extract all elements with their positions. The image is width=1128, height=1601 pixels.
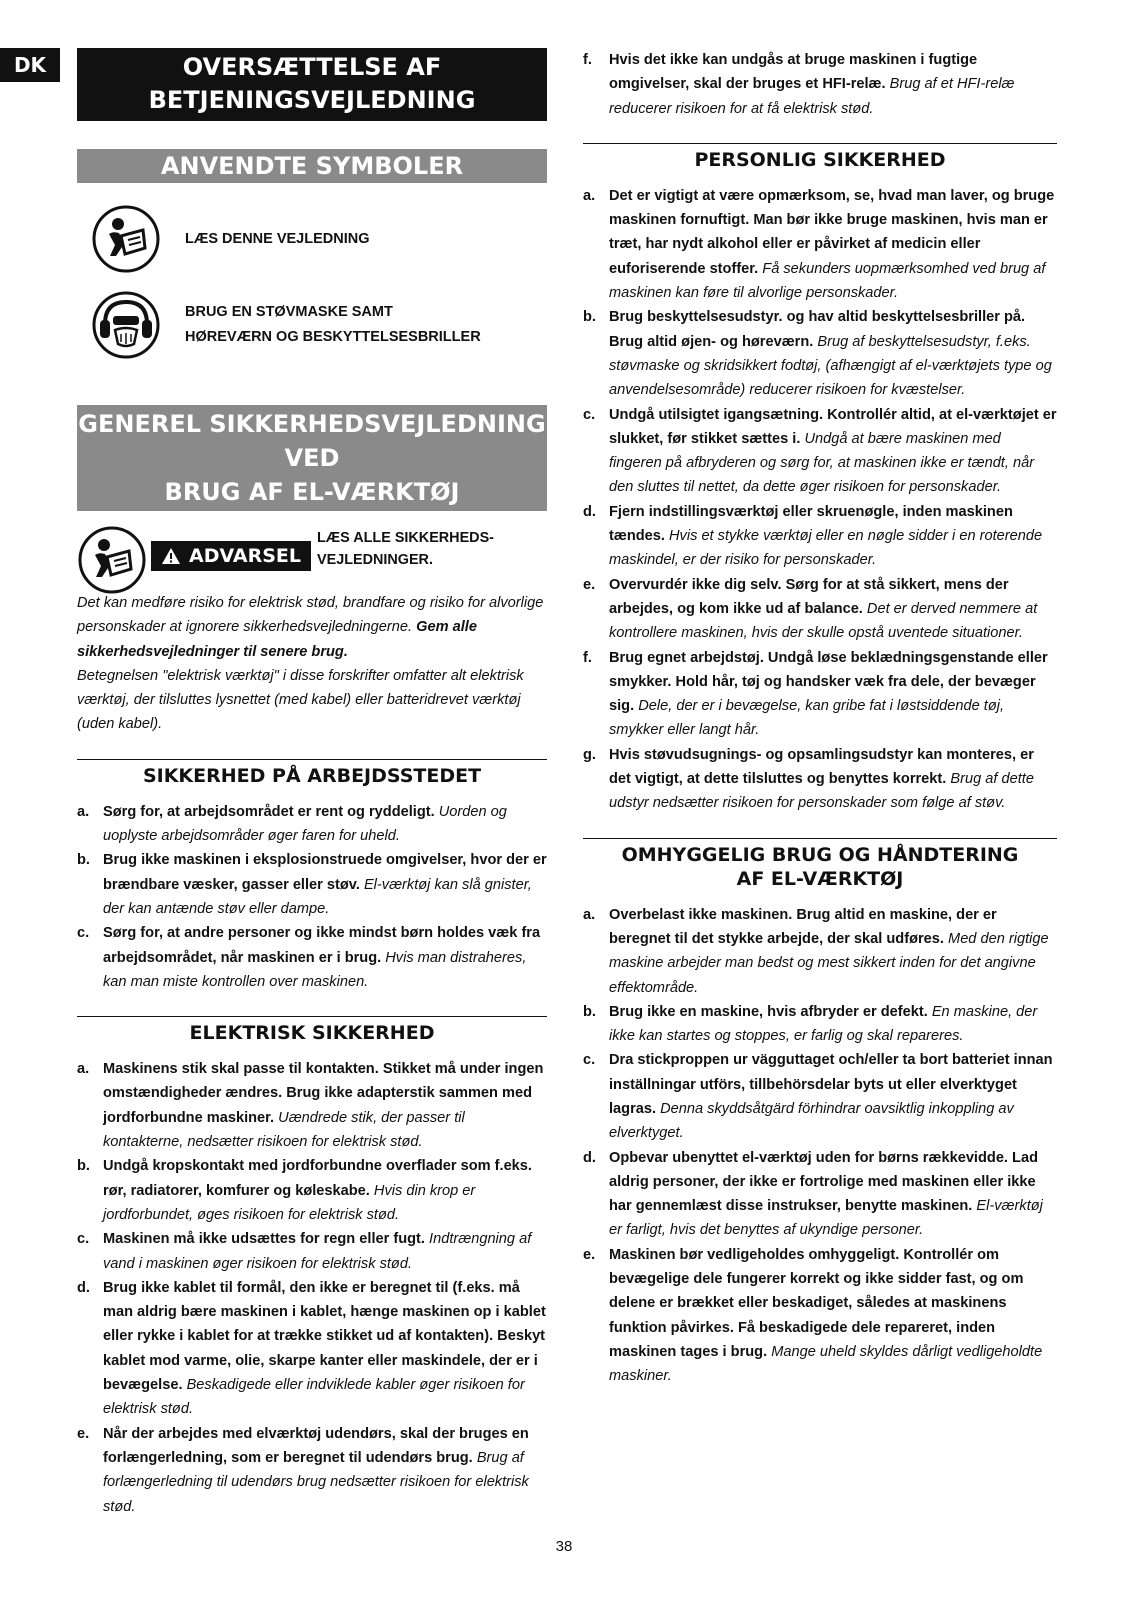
item-instruction: Fjern indstillingsværktøj eller skruenøgle, inden maskinen tændes. bbox=[609, 503, 1013, 545]
item-text bbox=[103, 1276, 547, 1422]
item-explanation: Denna skyddsåtgärd förhindrar oavsiktlig inkoppling av elverktyget. bbox=[609, 1100, 1014, 1142]
ppe-label-line-1: BRUG EN STØVMASKE SAMT bbox=[185, 304, 393, 320]
item-instruction: Sørg for, at andre personer og ikke mindst børn holdes væk fra arbejdsområdet, når maskinen er i brug. bbox=[103, 925, 541, 966]
item-explanation: El-værktøj er farligt, hvis det benyttes af ukyndige personer. bbox=[609, 1198, 1043, 1239]
item-letter: d. bbox=[583, 1149, 596, 1166]
title-line-1: OVERSÆTTELSE AF bbox=[182, 53, 442, 81]
item-instruction: Brug egnet arbejdstøj. Undgå løse beklædningsgenstande eller smykker. Hold hår, tøj og handsker væk fra dele, der bevæger sig. bbox=[609, 649, 1048, 715]
item-letter: f. bbox=[583, 649, 592, 666]
page-number: 38 bbox=[555, 1538, 573, 1555]
item-explanation: Det er derved nemmere at kontrollere maskinen, hvis der skulle opstå uventede situationer. bbox=[609, 600, 1038, 642]
item-text bbox=[609, 500, 1057, 573]
item-instruction: Maskinens stik skal passe til kontakten. Stikket må under ingen omstændigheder ændres. Brug ikke adapterstik sammen med jordforbundne maskiner. bbox=[103, 1061, 544, 1126]
intro-italic: Det kan medføre risiko for elektrisk stød, brandfare og risiko for alvorlige personskader at ignorere sikkerhedsvejledningerne. bbox=[77, 595, 544, 636]
item-text bbox=[103, 1057, 547, 1154]
item-text bbox=[609, 305, 1057, 402]
general-definition: Betegnelsen "elektrisk værktøj" i disse forskrifter omfatter alt elektrisk værktøj, der tilsluttes lysnettet (med kabel) eller batteridrevet værktøj (uden kabel). bbox=[77, 667, 524, 733]
item-instruction: Det er vigtigt at være opmærksom, se, hvad man laver, og bruge maskinen fornuftigt. Man bør ikke bruge maskinen, hvis man er træt, har nydt alkohol eller er påvirket af medicin eller euforiserende stoffer. bbox=[609, 187, 1055, 277]
list-item bbox=[77, 1057, 547, 1154]
item-letter: e. bbox=[77, 1425, 90, 1442]
item-explanation: Hvis et stykke værktøj eller en nøgle sidder i en roterende maskindel, er der risiko for personskader. bbox=[609, 528, 1043, 569]
warning-badge bbox=[151, 541, 311, 571]
list-item bbox=[583, 403, 1057, 500]
item-instruction: Undgå utilsigtet igangsætning. Kontrollér altid, at el-værktøjet er slukket, før stikket sættes i. bbox=[609, 406, 1057, 447]
item-explanation: Brug af beskyttelsesudstyr, f.eks. støvmaske og skridsikkert fodtøj, (afhængigt af el-værktøjets type og anvendelsesområde) reducerer risikoen for kvæstelser. bbox=[609, 333, 1052, 399]
list-item bbox=[77, 1422, 547, 1519]
warning-block bbox=[77, 525, 547, 595]
item-explanation: Med den rigtige maskine arbejder man bedst og mest sikkert inden for det angivne effektområde. bbox=[609, 930, 1049, 996]
list-item bbox=[583, 1146, 1057, 1243]
electrical-list bbox=[77, 1057, 547, 1519]
list-item bbox=[77, 1154, 547, 1227]
list-item bbox=[583, 646, 1057, 743]
right-column bbox=[583, 48, 1057, 1389]
item-text bbox=[103, 1422, 547, 1519]
symbol-read-manual bbox=[91, 201, 547, 277]
list-item bbox=[583, 184, 1057, 305]
work-area-list bbox=[77, 800, 547, 994]
item-text bbox=[609, 1146, 1057, 1243]
item-explanation: Brug af forlængerledning til udendørs brug nedsætter risikoen for elektrisk stød. bbox=[103, 1449, 529, 1515]
document-title bbox=[77, 48, 547, 121]
item-letter: c. bbox=[77, 1231, 90, 1248]
item-instruction: Når der arbejdes med elværktøj udendørs, skal der bruges en forlængerledning, som er beregnet til udendørs brug. bbox=[103, 1425, 529, 1466]
language-tab: DK bbox=[0, 48, 60, 82]
read-manual-icon bbox=[91, 204, 161, 274]
careful-use-heading bbox=[583, 838, 1057, 891]
general-heading-line-2: BRUG AF EL-VÆRKTØJ bbox=[164, 478, 460, 506]
list-item bbox=[77, 921, 547, 994]
item-text bbox=[103, 921, 547, 994]
item-instruction: Overvurdér ikke dig selv. Sørg for at stå sikkert, mens der arbejdes, og kom ikke ud af balance. bbox=[609, 576, 1009, 617]
warning-text-line-2: VEJLEDNINGER. bbox=[317, 552, 433, 568]
item-letter: a. bbox=[583, 906, 596, 923]
item-letter: f. bbox=[583, 52, 592, 68]
item-text bbox=[609, 48, 1057, 121]
read-manual-label: LÆS DENNE VEJLEDNING bbox=[185, 230, 370, 247]
item-letter: a. bbox=[77, 803, 90, 820]
item-instruction: Maskinen må ikke udsættes for regn eller fugt. bbox=[103, 1231, 425, 1248]
electrical-heading: ELEKTRISK SIKKERHED bbox=[77, 1016, 547, 1045]
list-item bbox=[583, 903, 1057, 1000]
item-instruction: Brug ikke en maskine, hvis afbryder er defekt. bbox=[609, 1003, 928, 1020]
work-area-heading: SIKKERHED PÅ ARBEJDSSTEDET bbox=[77, 759, 547, 788]
item-instruction: Hvis støvudsugnings- og opsamlingsudstyr kan monteres, er det vigtigt, at dette tilsluttes og benyttes korrekt. bbox=[609, 746, 1034, 788]
item-letter: c. bbox=[583, 1052, 596, 1069]
item-text bbox=[609, 403, 1057, 500]
left-column bbox=[77, 48, 547, 1519]
general-heading-line-1: GENEREL SIKKERHEDSVEJLEDNING VED bbox=[78, 410, 546, 472]
warning-text bbox=[317, 527, 494, 571]
item-letter: g. bbox=[583, 746, 596, 763]
list-item bbox=[77, 848, 547, 921]
list-item bbox=[77, 1276, 547, 1422]
careful-heading-line-2: AF EL-VÆRKTØJ bbox=[736, 867, 904, 890]
item-explanation: Uorden og uoplyste arbejdsområder øger faren for uheld. bbox=[103, 803, 507, 845]
item-explanation: Hvis din krop er jordforbundet, øges risikoen for elektrisk stød. bbox=[103, 1182, 476, 1223]
list-item bbox=[583, 1243, 1057, 1389]
item-letter: d. bbox=[77, 1279, 90, 1296]
item-explanation: Brug af et HFI-relæ reducerer risikoen for at få elektrisk stød. bbox=[609, 76, 1015, 117]
list-item bbox=[583, 305, 1057, 402]
symbols-heading: ANVENDTE SYMBOLER bbox=[77, 149, 547, 183]
item-instruction: Hvis det ikke kan undgås at bruge maskinen i fugtige omgivelser, skal der bruges et HFI-relæ. bbox=[609, 52, 978, 93]
item-letter: b. bbox=[77, 852, 90, 869]
item-explanation: El-værktøj kan slå gnister, der kan antænde støv eller dampe. bbox=[103, 876, 532, 917]
ppe-icon bbox=[91, 290, 161, 360]
item-text bbox=[103, 1227, 547, 1276]
item-explanation: Dele, der er i bevægelse, kan gribe fat i løstsiddende tøj, smykker eller langt hår. bbox=[609, 698, 1005, 739]
electrical-list-continued bbox=[583, 48, 1057, 121]
careful-heading-line-1: OMHYGGELIG BRUG OG HÅNDTERING bbox=[621, 843, 1019, 866]
item-text bbox=[609, 573, 1057, 646]
list-item bbox=[583, 573, 1057, 646]
item-letter: a. bbox=[77, 1061, 90, 1078]
general-safety-heading bbox=[77, 405, 547, 511]
intro-bold: Gem alle sikkerhedsvejledninger til senere brug. bbox=[77, 619, 477, 660]
item-text bbox=[103, 848, 547, 921]
item-text bbox=[609, 184, 1057, 305]
list-item bbox=[583, 743, 1057, 816]
item-instruction: Brug ikke kablet til formål, den ikke er beregnet til (f.eks. må man aldrig bære maskinen i kablet, hænge maskinen op i kablet eller rykke i kablet for at trække stikket ud af kontakten). Beskyt kablet mod varme, olie, skarpe kanter eller maskindele, der er i bevægelse. bbox=[103, 1279, 546, 1394]
item-instruction: Overbelast ikke maskinen. Brug altid en maskine, der er beregnet til det stykke arbejde, der skal udføres. bbox=[609, 906, 997, 947]
ppe-label bbox=[185, 300, 481, 350]
item-text bbox=[103, 1154, 547, 1227]
item-letter: c. bbox=[77, 925, 90, 942]
item-text bbox=[103, 800, 547, 849]
item-explanation: Beskadigede eller indviklede kabler øger risikoen for elektrisk stød. bbox=[103, 1377, 525, 1418]
item-instruction: Brug ikke maskinen i eksplosionstruede omgivelser, hvor der er brændbare væsker, gasser eller støv. bbox=[103, 852, 547, 893]
list-item bbox=[583, 48, 1057, 121]
item-instruction: Opbevar ubenyttet el-værktøj uden for børns rækkevidde. Lad aldrig personer, der ikke er fortrolige med maskinen eller ikke har gennemlæst disse instrukser, benytte maskinen. bbox=[609, 1149, 1038, 1215]
title-line-2: BETJENINGSVEJLEDNING bbox=[148, 86, 476, 114]
item-explanation: Uændrede stik, der passer til kontakterne, nedsætter risikoen for elektrisk stød. bbox=[103, 1109, 465, 1151]
item-instruction: Maskinen bør vedligeholdes omhyggeligt. Kontrollér om bevægelige dele fungerer korrekt og ikke sidder fast, og om delene er brækket eller beskadiget, således at maskinens funktion påvirkes. Få beskadigede dele repareret, inden maskinen tages i brug. bbox=[609, 1246, 1024, 1360]
warning-label: ADVARSEL bbox=[189, 545, 301, 567]
ppe-label-line-2: HØREVÆRN OG BESKYTTELSESBRILLER bbox=[185, 329, 481, 345]
item-explanation: Brug af dette udstyr nedsætter risikoen for personskader som følge af støv. bbox=[609, 771, 1034, 812]
item-instruction: Undgå kropskontakt med jordforbundne overflader som f.eks. rør, radiatorer, komfurer og køleskabe. bbox=[103, 1158, 532, 1199]
item-text bbox=[609, 743, 1057, 816]
read-manual-icon bbox=[77, 525, 147, 595]
personal-heading: PERSONLIG SIKKERHED bbox=[583, 143, 1057, 172]
list-item bbox=[77, 800, 547, 849]
item-explanation: Indtrængning af vand i maskinen øger risikoen for elektrisk stød. bbox=[103, 1231, 532, 1272]
list-item bbox=[583, 500, 1057, 573]
item-text bbox=[609, 1000, 1057, 1049]
item-explanation: Hvis man distraheres, kan man miste kontrollen over maskinen. bbox=[103, 949, 527, 990]
list-item bbox=[583, 1000, 1057, 1049]
warning-text-line-1: LÆS ALLE SIKKERHEDS- bbox=[317, 530, 494, 546]
item-text bbox=[609, 1243, 1057, 1389]
list-item bbox=[583, 1048, 1057, 1145]
item-text bbox=[609, 646, 1057, 743]
item-instruction: Brug beskyttelsesudstyr. og hav altid beskyttelsesbriller på. Brug altid øjen- og høreværn. bbox=[609, 309, 1026, 350]
list-item bbox=[77, 1227, 547, 1276]
item-letter: a. bbox=[583, 187, 596, 204]
item-letter: d. bbox=[583, 503, 596, 520]
item-explanation: En maskine, der ikke kan startes og stoppes, er farlig og skal repareres. bbox=[609, 1003, 1038, 1045]
general-intro bbox=[77, 591, 547, 664]
item-instruction: Sørg for, at arbejdsområdet er rent og ryddeligt. bbox=[103, 803, 435, 820]
item-explanation: Mange uheld skyldes dårligt vedligeholdte maskiner. bbox=[609, 1343, 1043, 1385]
item-instruction: Dra stickproppen ur vägguttaget och/eller ta bort batteriet innan inställningar utförs, tillbehörsdelar byts ut eller elverktyget lagras. bbox=[609, 1052, 1053, 1117]
item-letter: b. bbox=[583, 309, 596, 326]
item-letter: b. bbox=[583, 1003, 596, 1020]
item-letter: b. bbox=[77, 1158, 90, 1175]
warning-triangle-icon bbox=[161, 547, 181, 565]
item-letter: c. bbox=[583, 406, 596, 423]
personal-list bbox=[583, 184, 1057, 816]
item-text bbox=[609, 1048, 1057, 1145]
item-letter: e. bbox=[583, 576, 596, 593]
item-letter: e. bbox=[583, 1246, 596, 1263]
careful-use-list bbox=[583, 903, 1057, 1389]
item-explanation: Undgå at bære maskinen med fingeren på afbryderen og sørg for, at maskinen ikke er tændt, når den sluttes til nettet, da dette øger risikoen for personskader. bbox=[609, 430, 1035, 496]
item-text bbox=[609, 903, 1057, 1000]
symbol-ppe bbox=[91, 287, 547, 363]
item-explanation: Få sekunders uopmærksomhed ved brug af maskinen kan føre til alvorlige personskader. bbox=[609, 260, 1046, 302]
